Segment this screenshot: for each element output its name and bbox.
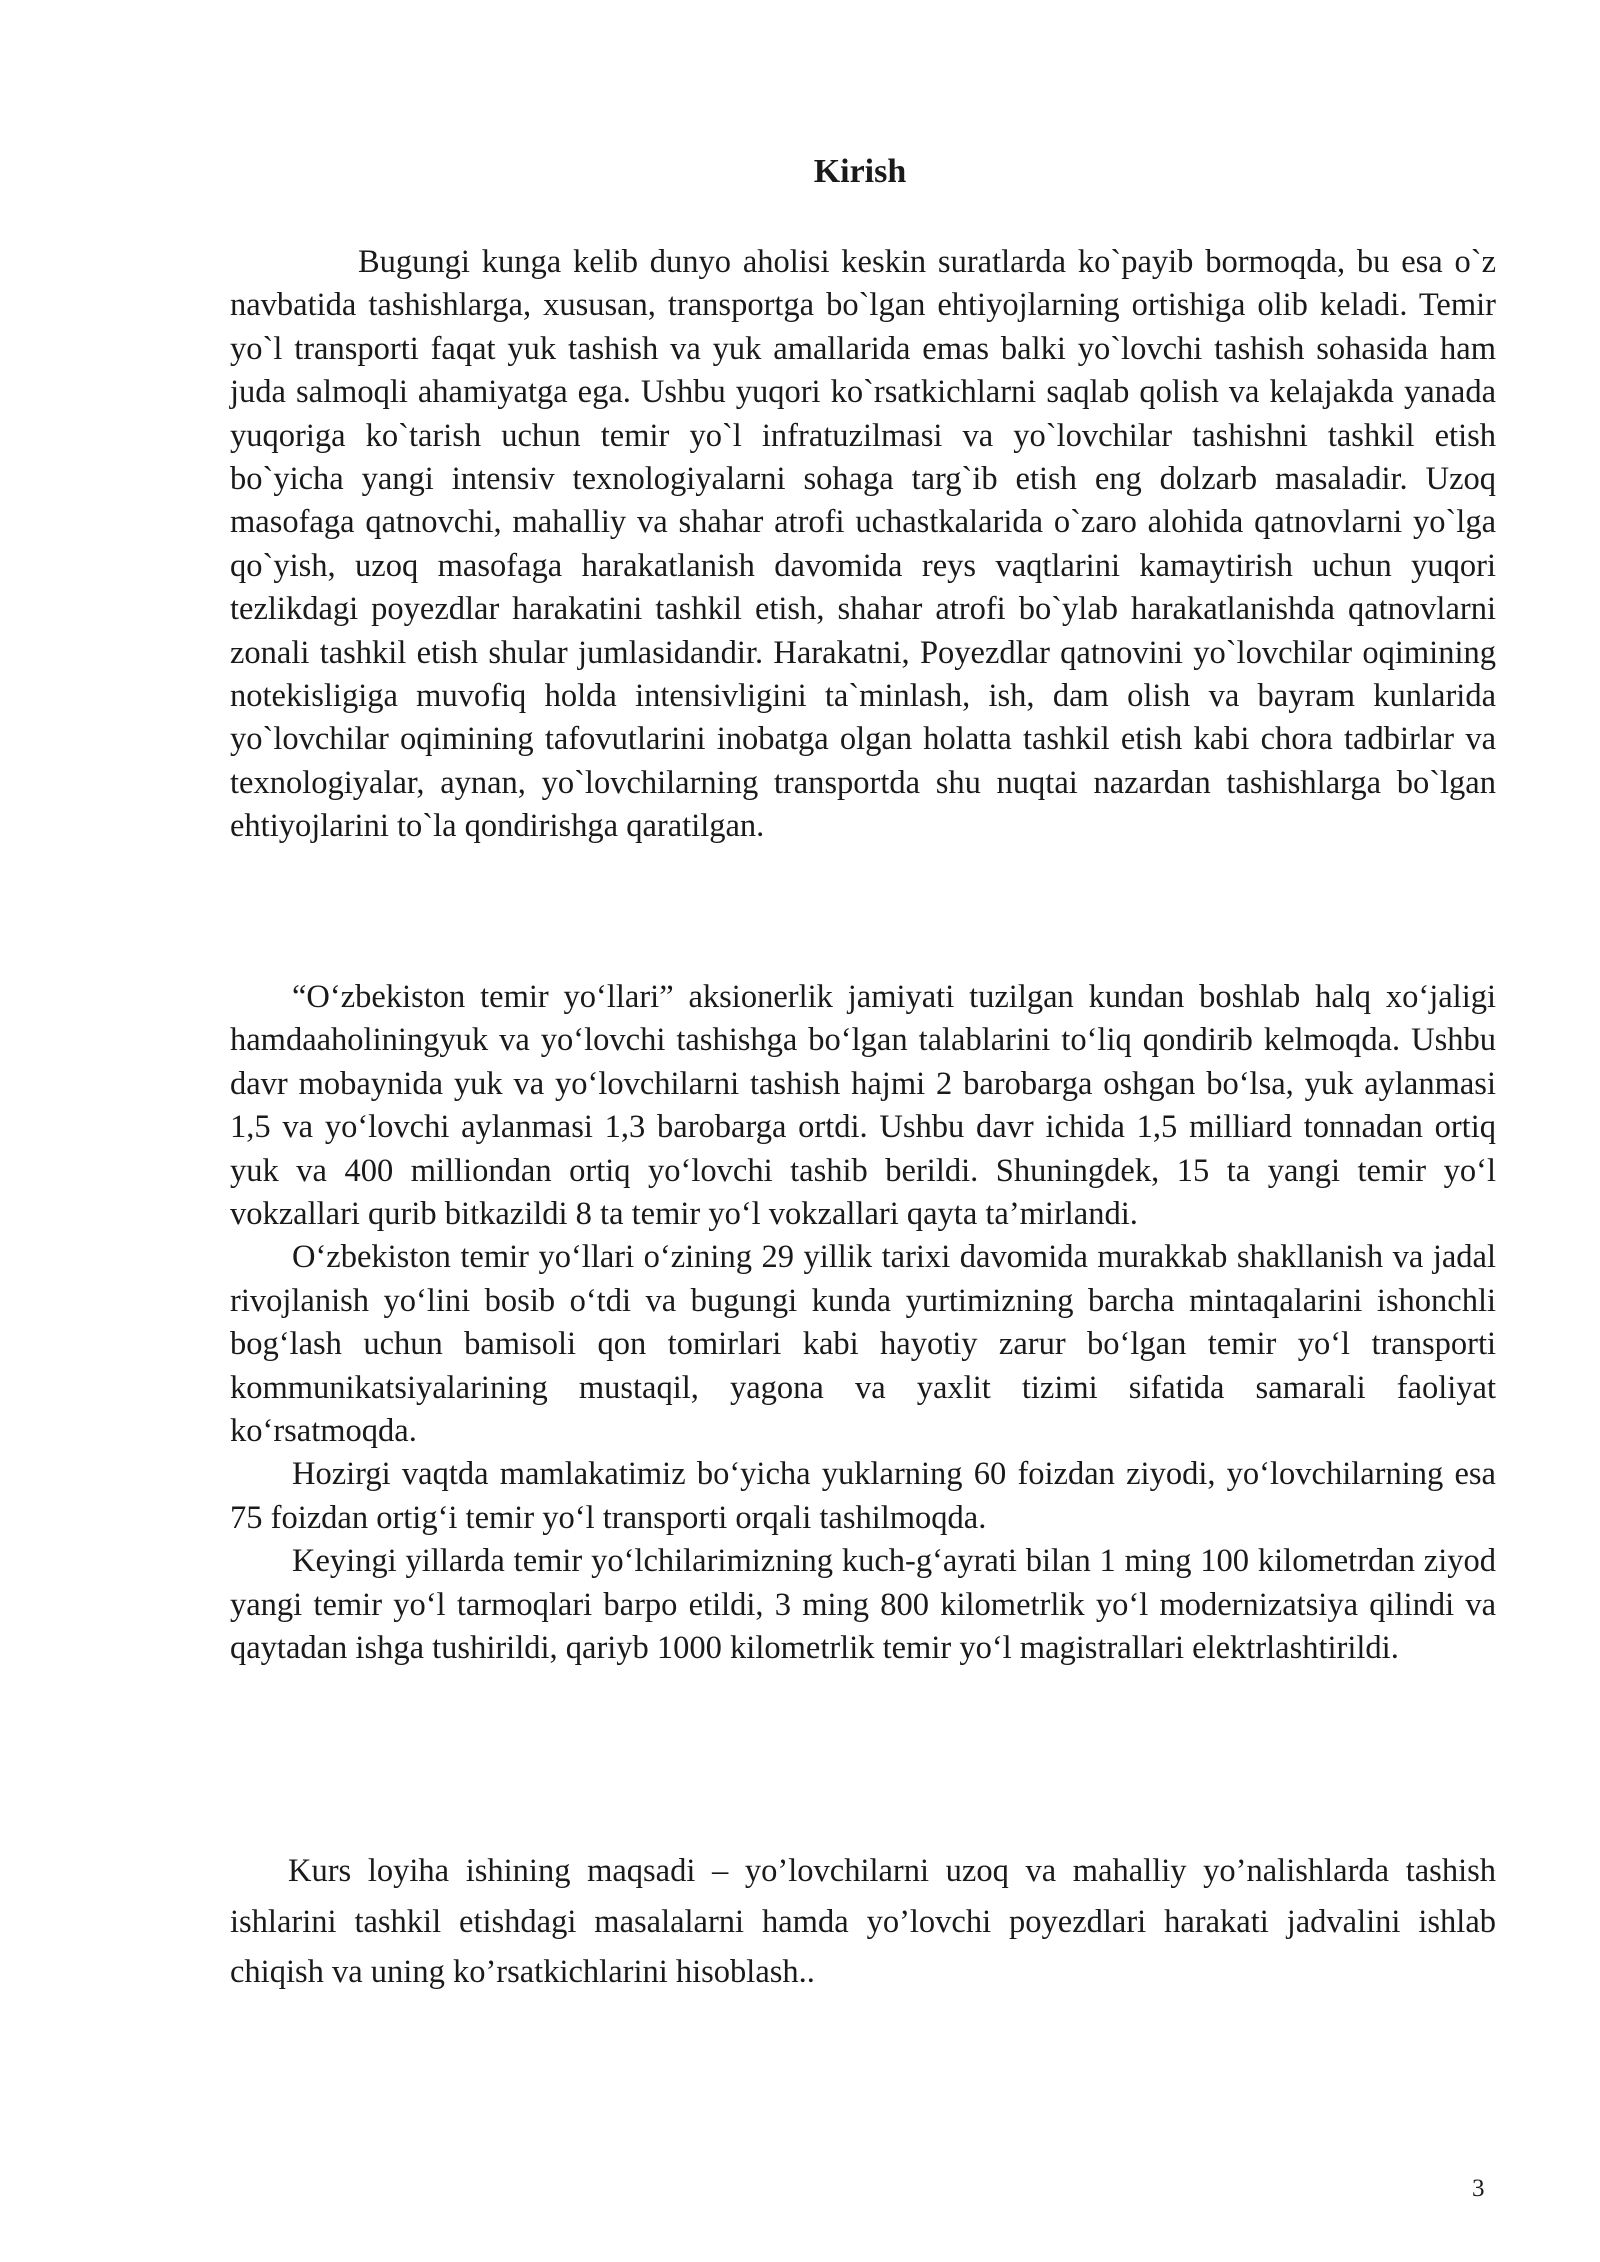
paragraph-cargo-share: Hozirgi vaqtda mamlakatimiz bo‘yicha yuklarning 60 foizdan ziyodi, yo‘lovchilarning esa 75 foizdan ortig‘i temir yo‘l transporti orqali tashilmoqda. <box>230 1456 1496 1536</box>
section-title: Kirish <box>813 153 907 190</box>
paragraph-new-lines: Keyingi yillarda temir yo‘lchilarimizning kuch-g‘ayrati bilan 1 ming 100 kilometrdan ziyod yangi temir yo‘l tarmoqlari barpo etildi, 3 ming 800 kilometrlik yo‘l modernizatsiya qilindi va qaytadan ishga tushirildi, qariyb 1000 kilometrlik temir yo‘l magistrallari elektrlashtirildi. <box>230 1543 1496 1667</box>
paragraph-course-purpose: Kurs loyiha ishining maqsadi – yo’lovchilarni uzoq va mahalliy yo’nalishlarda tashish ishlarini tashkil etishdagi masalalarni hamda yo’lovchi poyezdlari harakati jadvalini ishlab chiqish va uning ko’rsatkichlarini hisoblash.. <box>230 1853 1496 1990</box>
paragraph-intro: Bugungi kunga kelib dunyo aholisi keskin suratlarda ko`payib bormoqda, bu esa o`z navbatida tashishlarga, xususan, transportga bo`lgan ehtiyojlarning ortishiga olib keladi. Temir yo`l transporti faqat yuk tashish va yuk amallarida emas balki yo`lovchi tashish sohasida ham juda salmoqli ahamiyatga ega. Ushbu yuqori ko`rsatkichlarni saqlab qolish va kelajakda yanada yuqoriga ko`tarish uchun temir yo`l infratuzilmasi va yo`lovchilar tashishni tashkil etish bo`yicha yangi intensiv texnologiyalarni sohaga targ`ib etish eng dolzarb masaladir. Uzoq masofaga qatnovchi, mahalliy va shahar atrofi uchastkalarida o`zaro alohida qatnovlarni yo`lga qo`yish, uzoq masofaga harakatlanish davomida reys vaqtlarini kamaytirish uchun yuqori tezlikdagi poyezdlar harakatini tashkil etish, shahar atrofi bo`ylab harakatlanishda qatnovlarni zonali tashkil etish shular jumlasidandir. Harakatni, Poyezdlar qatnovini yo`lovchilar oqimining notekisligiga muvofiq holda intensivligini ta`minlash, ish, dam olish va bayram kunlarida yo`lovchilar oqimining tafovutlarini inobatga olgan holatta tashkil etish kabi chora tadbirlar va texnologiyalar, aynan, yo`lovchilarning transportda shu nuqtai nazardan tashishlarga bo`lgan ehtiyojlarini to`la qondirishga qaratilgan. <box>230 244 1496 845</box>
history-section <box>230 976 1496 1671</box>
paragraph-railway-history: O‘zbekiston temir yo‘llari o‘zining 29 yillik tarixi davomida murakkab shakllanish va jadal rivojlanish yo‘lini bosib o‘tdi va bugungi kunda yurtimizning barcha mintaqalarini ishonchli bog‘lash uchun bamisoli qon tomirlari kabi hayotiy zarur bo‘lgan temir yo‘l transporti kommunikatsiyalarining mustaqil, yagona va yaxlit tizimi sifatida samarali faoliyat ko‘rsatmoqda. <box>230 1239 1496 1450</box>
purpose-section <box>230 1846 1496 1998</box>
page-number: 3 <box>1472 2175 1485 2202</box>
paragraph-railway-company: “O‘zbekiston temir yo‘llari” aksionerlik jamiyati tuzilgan kundan boshlab halq xo‘jaligi hamdaaholiningyuk va yo‘lovchi tashishga bo‘lgan talablarini to‘liq qondirib kelmoqda. Ushbu davr mobaynida yuk va yo‘lovchilarni tashish hajmi 2 barobarga oshgan bo‘lsa, yuk aylanmasi 1,5 va yo‘lovchi aylanmasi 1,3 barobarga ortdi. Ushbu davr ichida 1,5 milliard tonnadan ortiq yuk va 400 milliondan ortiq yo‘lovchi tashib berildi. Shuningdek, 15 ta yangi temir yo‘l vokzallari qurib bitkazildi 8 ta temir yo‘l vokzallari qayta ta’mirlandi. <box>230 979 1496 1233</box>
intro-section <box>230 241 1496 849</box>
